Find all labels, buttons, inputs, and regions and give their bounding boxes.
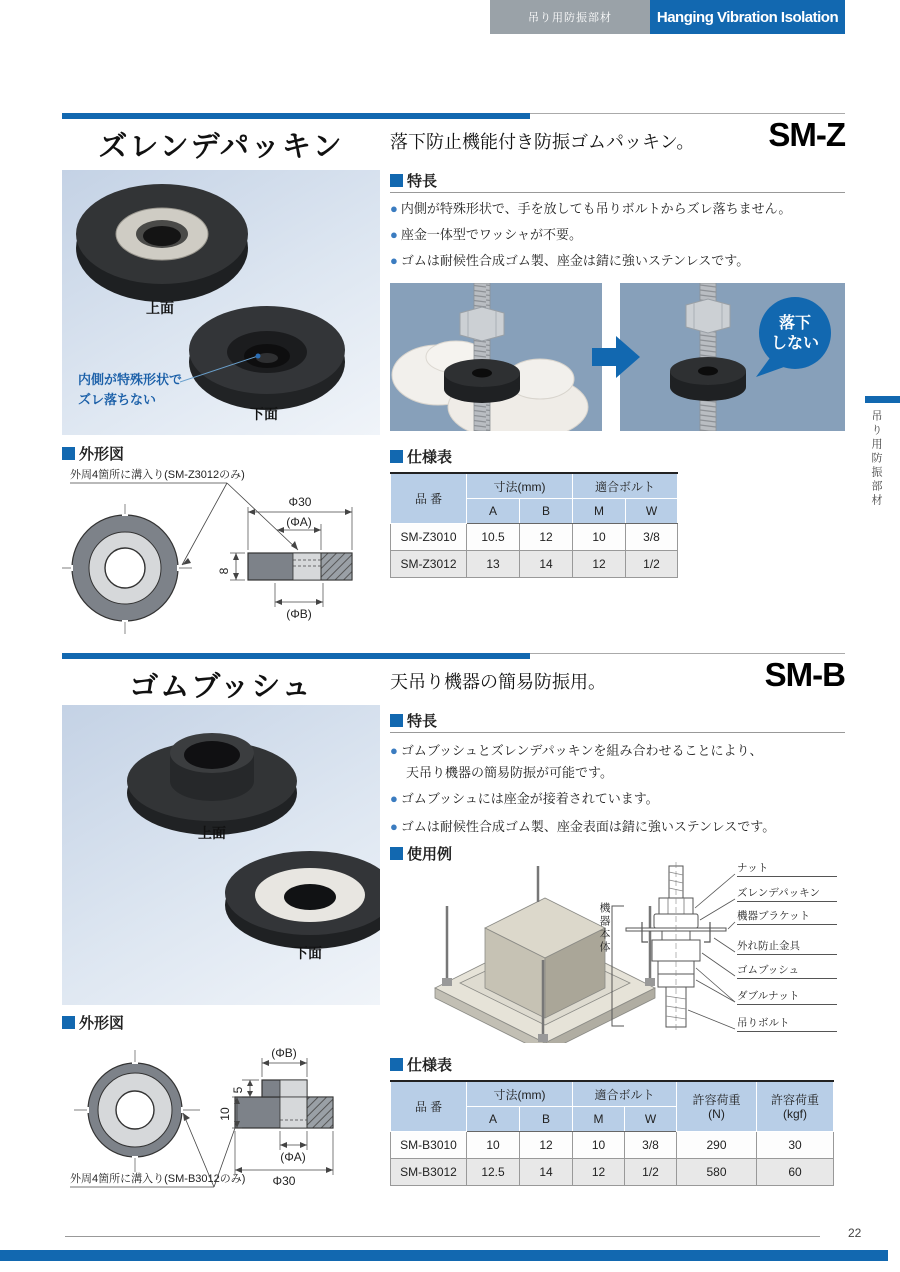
svg-text:(ΦA): (ΦA) bbox=[280, 1150, 306, 1164]
header-category-en: Hanging Vibration Isolation bbox=[650, 0, 845, 34]
bullet-icon: ● bbox=[390, 743, 398, 758]
section1-catchcopy: 落下防止機能付き防振ゴムパッキン。 bbox=[390, 132, 695, 152]
bullet-icon: ● bbox=[390, 253, 398, 268]
section2-spec-heading: 仕様表 bbox=[390, 1054, 452, 1075]
svg-text:外周4箇所に溝入り(SM-Z3012のみ): 外周4箇所に溝入り(SM-Z3012のみ) bbox=[70, 469, 245, 481]
heading-square-icon bbox=[390, 450, 403, 463]
svg-text:(ΦA): (ΦA) bbox=[286, 515, 312, 529]
section2-features-rule bbox=[390, 732, 845, 733]
table-row: SM-B3010 10 12 10 3/8 290 30 bbox=[391, 1132, 834, 1159]
section2-outline-heading: 外形図 bbox=[62, 1012, 124, 1033]
table-row: SM-Z3012 13 14 12 1/2 bbox=[391, 551, 678, 578]
smz-photo-note-line2: ズレ落ちない bbox=[78, 392, 157, 407]
section2-title-rule bbox=[530, 653, 845, 654]
header-category-jp: 吊り用防振部材 bbox=[490, 0, 650, 34]
svg-text:落下: 落下 bbox=[778, 315, 812, 332]
usage-body-label: 機器本体 bbox=[598, 902, 610, 954]
section2-title: ゴムブッシュ bbox=[129, 671, 313, 703]
feature-item: ● ゴムブッシュとズレンデパッキンを組み合わせることにより、 bbox=[390, 743, 763, 758]
arrow-right-icon bbox=[592, 336, 640, 378]
section1-model: SM-Z bbox=[768, 116, 845, 153]
section1-spec-heading: 仕様表 bbox=[390, 446, 452, 467]
table-row: SM-B3012 12.5 14 12 1/2 580 60 bbox=[391, 1159, 834, 1186]
usage-label: 機器ブラケット bbox=[737, 908, 837, 925]
footer-rule bbox=[65, 1236, 820, 1237]
bullet-icon: ● bbox=[390, 201, 398, 216]
usage-label: 吊りボルト bbox=[737, 1015, 837, 1032]
smz-demo-photo-result bbox=[620, 283, 845, 431]
section1-outline-heading: 外形図 bbox=[62, 443, 124, 464]
usage-label: ズレンデパッキン bbox=[737, 885, 837, 902]
col-product: 品 番 bbox=[391, 1081, 467, 1132]
section1-product-photo bbox=[62, 170, 380, 435]
heading-square-icon bbox=[390, 1058, 403, 1071]
smz-photo-note-line1: 内側が特殊形状で bbox=[78, 372, 183, 387]
bullet-icon: ● bbox=[390, 791, 398, 806]
side-tab-bar bbox=[865, 396, 900, 403]
col-load-kgf: 許容荷重 (kgf) bbox=[757, 1081, 834, 1132]
smz-spec-table: 品 番 寸法(mm) 適合ボルト A B M W SM-Z3010 10.5 12 10 3/8 SM-Z3012 13 14 12 1/2 bbox=[390, 472, 678, 578]
usage-label: ナット bbox=[737, 860, 837, 877]
bullet-icon: ● bbox=[390, 227, 398, 242]
smb-top-face-label: 上面 bbox=[198, 825, 226, 841]
feature-item: ● ゴムブッシュには座金が接着されています。 bbox=[390, 791, 659, 806]
feature-item: ● 座金一体型でワッシャが不要。 bbox=[390, 227, 582, 242]
usage-label: ダブルナット bbox=[737, 988, 837, 1005]
usage-label: 外れ防止金具 bbox=[737, 938, 837, 955]
col-load-n: 許容荷重 (N) bbox=[677, 1081, 757, 1132]
heading-square-icon bbox=[62, 447, 75, 460]
smb-product-illustration bbox=[62, 705, 380, 1005]
svg-text:しない: しない bbox=[770, 335, 820, 352]
bottom-bar bbox=[0, 1250, 888, 1261]
heading-square-icon bbox=[390, 714, 403, 727]
section2-product-photo bbox=[62, 705, 380, 1005]
svg-text:8: 8 bbox=[217, 567, 231, 575]
feature-item: ● ゴムは耐候性合成ゴム製、座金は錆に強いステンレスです。 bbox=[390, 253, 750, 268]
feature-item: ● ゴムは耐候性合成ゴム製、座金表面は錆に強いステンレスです。 bbox=[390, 819, 776, 834]
bullet-icon: ● bbox=[390, 819, 398, 834]
svg-text:5: 5 bbox=[231, 1086, 245, 1094]
section1-title: ズレンデパッキン bbox=[98, 131, 344, 163]
svg-text:(ΦB): (ΦB) bbox=[286, 607, 312, 621]
svg-text:外周4箇所に溝入り(SM-B3012のみ): 外周4箇所に溝入り(SM-B3012のみ) bbox=[70, 1173, 246, 1185]
col-dim: 寸法(mm) bbox=[467, 1081, 573, 1107]
smb-bottom-face-label: 下面 bbox=[294, 945, 322, 961]
usage-label: ゴムブッシュ bbox=[737, 962, 837, 979]
heading-square-icon bbox=[390, 174, 403, 187]
smb-spec-table: 品 番 寸法(mm) 適合ボルト 許容荷重 (N) 許容荷重 (kgf) A B M W SM-B3010 10 12 10 3/8 290 30 SM-B3012 12.5 14 12 1/2 580 60 bbox=[390, 1080, 834, 1186]
col-product: 品 番 bbox=[391, 473, 467, 524]
smb-outline-drawing bbox=[62, 1030, 382, 1205]
section1-features-heading: 特長 bbox=[390, 170, 437, 191]
section2-catchcopy: 天吊り機器の簡易防振用。 bbox=[390, 672, 606, 692]
smz-demo-photo-hand bbox=[390, 283, 602, 431]
smz-bottom-face-label: 下面 bbox=[250, 406, 278, 422]
feature-item-cont: 天吊り機器の簡易防振が可能です。 bbox=[406, 765, 613, 780]
section2-usage-heading: 使用例 bbox=[390, 843, 452, 864]
col-dim: 寸法(mm) bbox=[467, 473, 573, 499]
col-bolt: 適合ボルト bbox=[573, 1081, 677, 1107]
col-bolt: 適合ボルト bbox=[573, 473, 678, 499]
smz-top-face-label: 上面 bbox=[146, 300, 174, 316]
table-row: SM-Z3010 10.5 12 10 3/8 bbox=[391, 524, 678, 551]
feature-item: ● 内側が特殊形状で、手を放しても吊りボルトからズレ落ちません。 bbox=[390, 201, 792, 216]
section2-features-heading: 特長 bbox=[390, 710, 437, 731]
svg-text:Φ30: Φ30 bbox=[272, 1174, 296, 1188]
svg-text:Φ30: Φ30 bbox=[288, 495, 312, 509]
smz-outline-drawing bbox=[62, 462, 382, 647]
section1-title-bar bbox=[62, 113, 530, 119]
heading-square-icon bbox=[62, 1016, 75, 1029]
section2-title-bar bbox=[62, 653, 530, 659]
svg-text:(ΦB): (ΦB) bbox=[271, 1046, 297, 1060]
side-tab-label: 吊り用防振部材 bbox=[870, 410, 882, 508]
page-number: 22 bbox=[848, 1226, 862, 1240]
svg-text:10: 10 bbox=[218, 1107, 232, 1121]
section1-features-rule bbox=[390, 192, 845, 193]
section2-model: SM-B bbox=[764, 656, 845, 693]
section1-title-rule bbox=[530, 113, 845, 114]
